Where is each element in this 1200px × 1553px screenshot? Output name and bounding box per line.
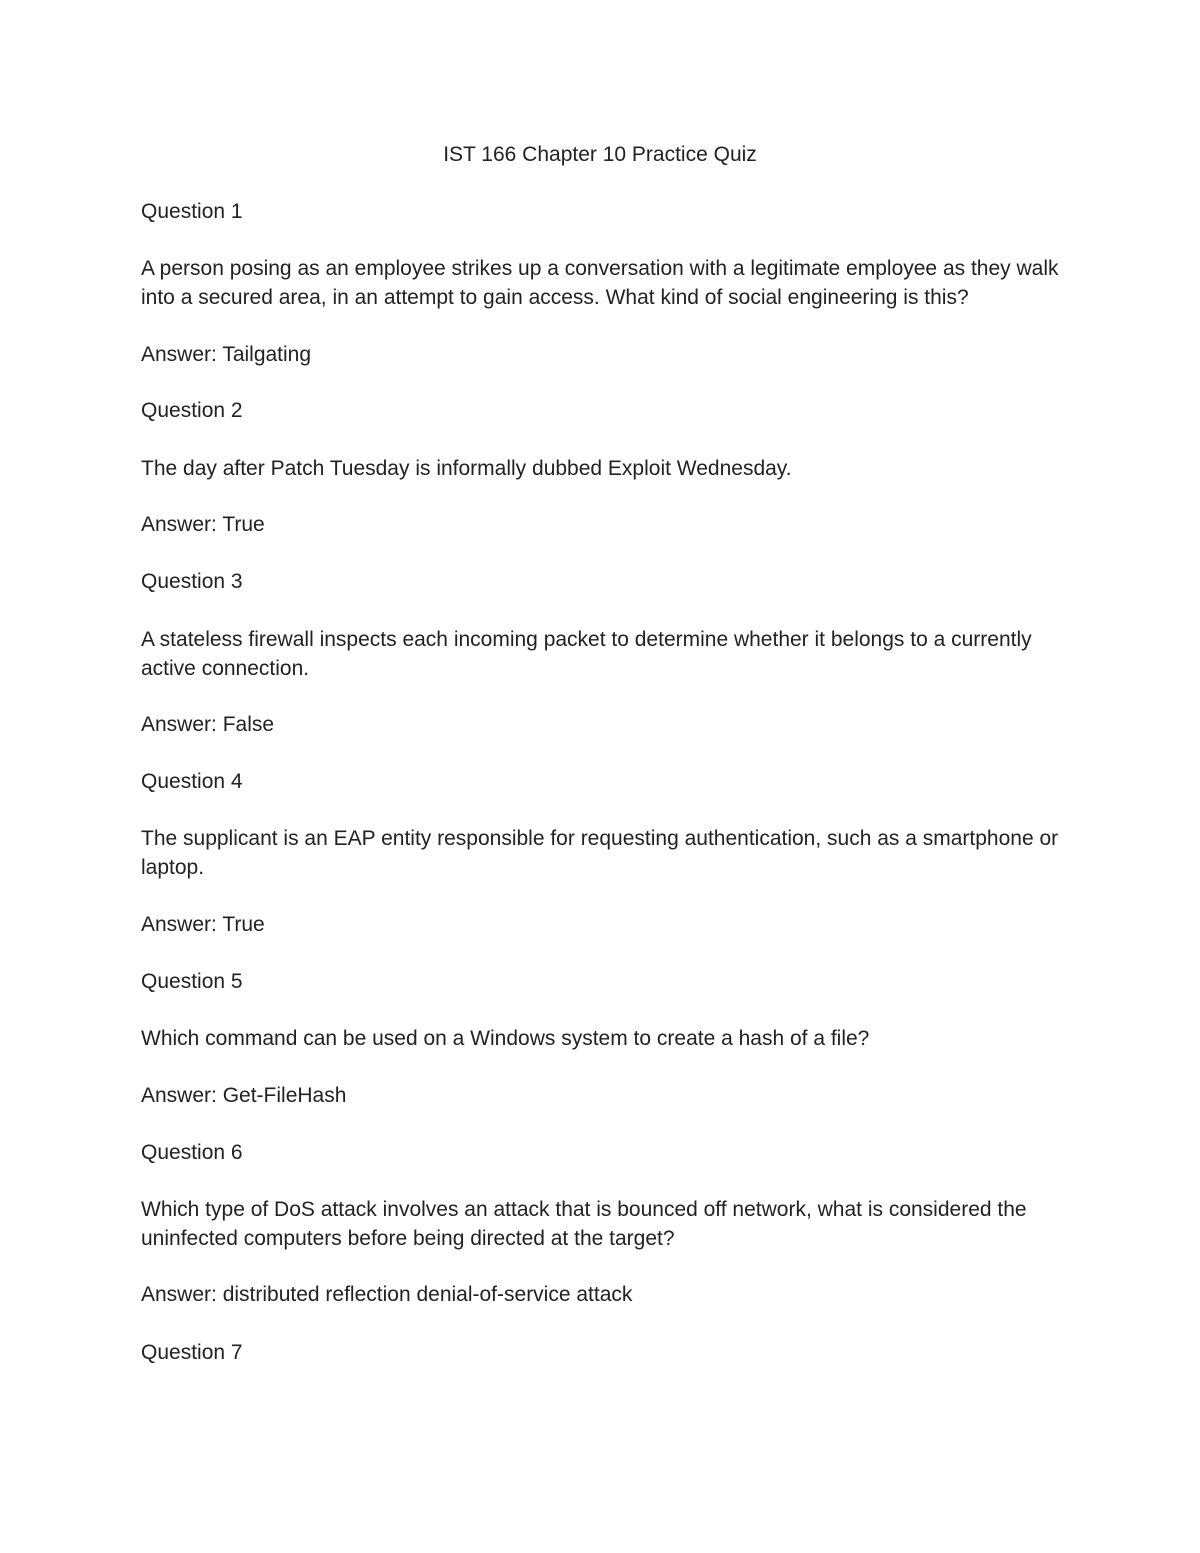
question-1-text: A person posing as an employee strikes up a conversation with a legitimate employee as they walk into a secured area, in an attempt to gain access. What kind of social engineering is this? xyxy=(141,257,1059,309)
question-1-answer: Answer: Tailgating xyxy=(141,343,312,366)
question-5-answer: Answer: Get-FileHash xyxy=(141,1084,347,1107)
document-title: IST 166 Chapter 10 Practice Quiz xyxy=(443,143,757,166)
question-6-label: Question 6 xyxy=(141,1141,243,1164)
question-1-label: Question 1 xyxy=(141,200,243,223)
question-4-answer: Answer: True xyxy=(141,913,265,936)
question-6-text: Which type of DoS attack involves an attack that is bounced off network, what is considered the uninfected computers before being directed at the target? xyxy=(141,1198,1027,1250)
question-2-answer: Answer: True xyxy=(141,513,265,536)
question-3-label: Question 3 xyxy=(141,570,243,593)
question-5-text: Which command can be used on a Windows system to create a hash of a file? xyxy=(141,1027,870,1050)
question-4-label: Question 4 xyxy=(141,770,243,793)
question-5-label: Question 5 xyxy=(141,970,243,993)
question-2-label: Question 2 xyxy=(141,399,243,422)
question-7-label: Question 7 xyxy=(141,1341,243,1364)
question-4-text: The supplicant is an EAP entity responsible for requesting authentication, such as a smartphone or laptop. xyxy=(141,827,1059,879)
question-3-text: A stateless firewall inspects each incoming packet to determine whether it belongs to a currently active connection. xyxy=(141,628,1032,680)
question-2-text: The day after Patch Tuesday is informally dubbed Exploit Wednesday. xyxy=(141,457,792,480)
question-3-answer: Answer: False xyxy=(141,713,275,736)
question-6-answer: Answer: distributed reflection denial-of-service attack xyxy=(141,1283,633,1306)
